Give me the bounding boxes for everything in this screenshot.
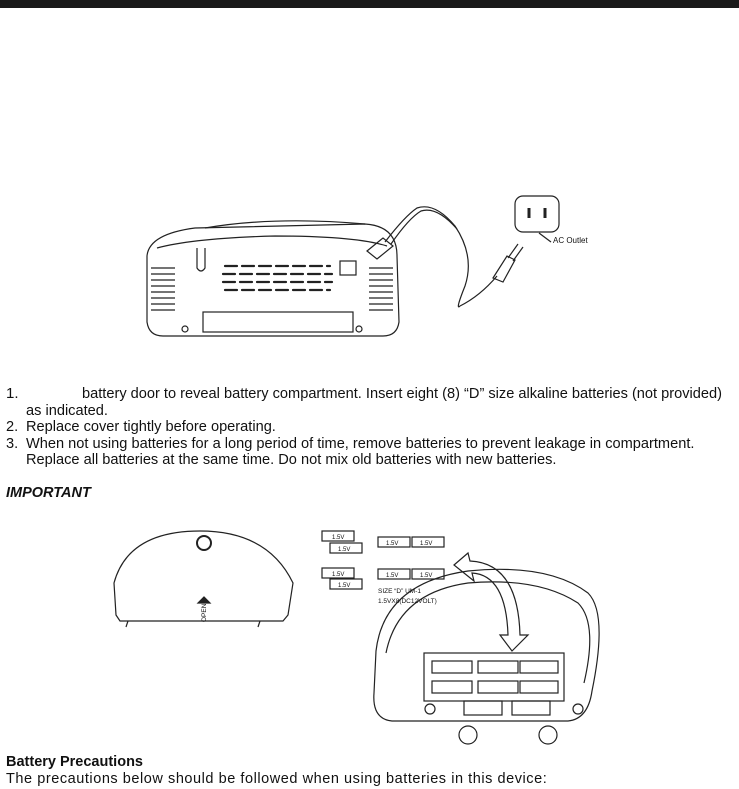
step-3-line-2: Replace all batteries at the same time. Do not mix old batteries with new batteries. (26, 452, 557, 468)
cell-label: 1.5V (420, 573, 433, 579)
cell-label: 1.5V (332, 535, 345, 541)
cord-connector (367, 238, 393, 259)
ac-socket (340, 261, 356, 275)
right-speaker-grille (369, 268, 393, 310)
battery-voltage-label: 1.5VX8(DC12VOLT) (378, 598, 437, 605)
battery-precautions-text: The precautions below should be followed when using batteries in this device: (6, 771, 548, 787)
instruction-step-1 (0, 386, 739, 419)
power-cord (385, 207, 497, 307)
step-number: 2. (6, 419, 19, 435)
instruction-step-3 (0, 436, 739, 469)
player-ac-connection-figure (135, 186, 735, 346)
cell-label: 1.5V (332, 572, 345, 578)
step-number: 1. (6, 385, 19, 402)
cell-label: 1.5V (386, 541, 399, 547)
step-1-line-2: as indicated. (26, 402, 108, 419)
center-vent (223, 266, 332, 290)
instruction-step-2 (0, 419, 739, 436)
important-heading: IMPORTANT (6, 485, 91, 501)
cell-label: 1.5V (420, 541, 433, 547)
step-number: 3. (6, 435, 19, 452)
instruction-list (0, 386, 739, 469)
top-rule (0, 0, 739, 8)
battery-compartment (424, 653, 564, 701)
open-label: OPEN (201, 603, 208, 622)
insertion-arrow (454, 553, 528, 651)
left-speaker-grille (151, 268, 175, 310)
ac-outlet (515, 196, 559, 232)
battery-install-figure (108, 523, 738, 745)
cell-label: 1.5V (338, 583, 351, 589)
cell-label: 1.5V (386, 573, 399, 579)
battery-precautions-title: Battery Precautions (6, 754, 143, 770)
step-1-line-1: battery door to reveal battery compartment. Insert eight (8) “D” size alkaline batteries (not provided) (82, 386, 722, 402)
battery-size-label: SIZE “D” UM-1 (378, 588, 421, 595)
step-2-text: Replace cover tightly before operating. (26, 419, 276, 435)
cell-label: 1.5V (338, 547, 351, 553)
ac-outlet-label: AC Outlet (553, 236, 588, 245)
step-3-line-1: When not using batteries for a long period of time, remove batteries to prevent leakage in compartment. (26, 435, 695, 452)
ac-plug (493, 256, 515, 282)
